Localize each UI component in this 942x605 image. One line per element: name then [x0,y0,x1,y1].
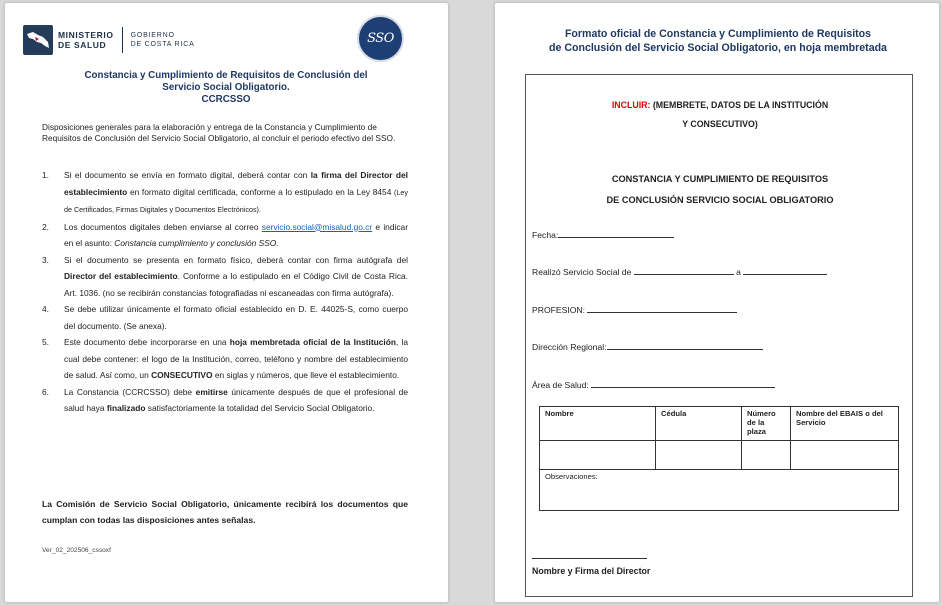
document-title [526,169,914,211]
column-header: Cédula [656,407,742,441]
item-bold: finalizado [106,403,146,413]
sso-logo-text: SSO [367,31,394,46]
regional-field [532,341,763,352]
version-label: Ver_02_202506_cssoxf [42,547,111,554]
service-start-blank[interactable] [634,266,734,275]
profession-label: PROFESION: [532,305,586,315]
date-label: Fecha: [532,230,559,240]
table-cell[interactable] [656,441,742,470]
staff-table [539,406,899,511]
item-text: e indicar en el asunto: [64,221,408,248]
costa-rica-map-icon [23,25,53,55]
item-number: 4. [42,304,49,314]
date-field [532,229,674,240]
item-text: . Conforme a lo estipulado en el Código Civil de Costa Rica. Art. 1036. (no se recibirán constancias fotografiadas ni escaneadas con firma autógrafa). [64,271,408,298]
template-title [495,28,941,55]
item-text: Los documentos digitales deben enviarse al correo [64,221,262,232]
government-line-2: DE COSTA RICA [130,41,195,48]
item-italic: Constancia cumplimiento y conclusión SSO. [114,238,279,248]
include-text-2: Y CONSECUTIVO) [682,119,758,129]
list-item [42,252,408,302]
table-cell[interactable] [742,441,791,470]
profession-field [532,304,737,315]
observations-cell[interactable] [540,470,899,511]
instructions-title-line-1: Constancia y Cumplimiento de Requisitos de Conclusión del [84,70,368,81]
instructions-list [42,167,408,417]
template-page [494,2,940,603]
list-item [42,334,408,384]
list-item [42,384,408,417]
regional-blank[interactable] [607,341,763,350]
item-bold: la firma del Director del establecimiento [64,170,409,197]
instructions-title [41,70,411,106]
item-number: 3. [42,254,49,265]
email-link[interactable]: servicio.social@misalud.go.cr [261,221,373,232]
form-frame [525,74,913,597]
observations-row [540,470,899,511]
signature-label: Nombre y Firma del Director [532,566,651,576]
item-bold: hoja membretada oficial de la Institución [229,337,396,347]
service-period-field [532,266,827,277]
column-header: Número de la plaza [742,407,791,441]
list-item [42,219,408,252]
instructions-intro: Disposiciones generales para la elaboración y entrega de la Constancia y Cumplimiento de Requisitos de Conclusión del Servicio Social Obligatorio, al concluir el periodo efectivo del SSO. [42,122,396,143]
table-cell[interactable] [791,441,899,470]
service-end-blank[interactable] [743,266,827,275]
document-title-line-2: DE CONCLUSIÓN SERVICIO SOCIAL OBLIGATORIO [606,195,834,205]
list-item [42,301,408,334]
column-header: Nombre del EBAIS o del Servicio [791,407,899,441]
item-small: (Ley de Certificados, Firmas Digitales y Documentos Electrónicos). [64,187,408,214]
include-label: INCLUIR: [611,100,651,110]
item-number: 5. [42,337,49,347]
item-text: , la cual debe contener: el logo de la Institución, correo, teléfono y nombre del establecimiento de salud. Así como, un [64,337,408,380]
item-text: satisfactoriamente la totalidad del Servicio Social Obligatorio. [145,403,375,413]
ministry-line-1: MINISTERIO [58,30,114,40]
sso-logo [357,15,404,62]
item-bold: CONSECUTIVO [151,370,213,380]
logo-separator [122,27,123,53]
instructions-title-line-3: CCRCSSO [201,94,251,105]
item-text: en siglas y números, que lleve el establecimiento. [212,370,400,380]
table-header-row [540,407,899,441]
template-title-line-1: Formato oficial de Constancia y Cumplimiento de Requisitos [564,28,872,40]
service-period-label: Realizó Servicio Social de [532,267,632,277]
item-text: La Constancia (CCRCSSO) debe [64,386,196,397]
health-area-field [532,379,775,390]
include-note [526,96,914,134]
table-row [540,441,899,470]
item-number: 6. [42,386,49,397]
ministry-logo [23,25,195,55]
item-number: 1. [42,170,49,180]
template-title-line-2: de Conclusión del Servicio Social Obligatorio, en hoja membretada [549,41,887,54]
item-text: Se debe utilizar únicamente el formato oficial establecido en D. E. 44025-S, como cuerpo del documento. (Se anexa). [64,304,408,331]
ministry-line-2: DE SALUD [58,40,107,50]
item-bold: emitirse [195,386,228,397]
signature-line[interactable] [532,558,647,559]
document-title-line-1: CONSTANCIA Y CUMPLIMIENTO DE REQUISITOS [611,174,829,184]
service-to-label: a [736,267,741,277]
health-area-blank[interactable] [591,379,775,388]
item-text: en formato digital certificada, conforme a lo estipulado en la Ley 8454 [127,186,395,197]
instructions-title-line-2: Servicio Social Obligatorio. [162,82,290,93]
include-text: (MEMBRETE, DATOS DE LA INSTITUCIÓN [650,100,829,110]
government-line-1: GOBIERNO [130,32,175,39]
observations-label: Observaciones: [545,472,598,481]
instructions-page [4,2,449,603]
health-area-label: Área de Salud: [532,380,589,390]
list-item [42,167,408,219]
final-note: La Comisión de Servicio Social Obligatorio, únicamente recibirá los documentos que cumplan con todas las disposiciones antes señalas. [42,499,408,525]
profession-blank[interactable] [587,304,737,313]
item-text: Este documento debe incorporarse en una [64,337,230,347]
item-number: 2. [42,221,49,232]
table-cell[interactable] [540,441,656,470]
item-text: únicamente después de que el profesional de salud haya [64,386,408,413]
column-header: Nombre [540,407,656,441]
item-text: Si el documento se presenta en formato físico, deberá contar con firma autógrafa del [64,254,408,265]
regional-label: Dirección Regional: [532,342,607,352]
date-blank[interactable] [558,229,674,238]
item-text: Si el documento se envía en formato digital, deberá contar con [64,170,311,180]
item-bold: Director del establecimiento [64,271,178,281]
